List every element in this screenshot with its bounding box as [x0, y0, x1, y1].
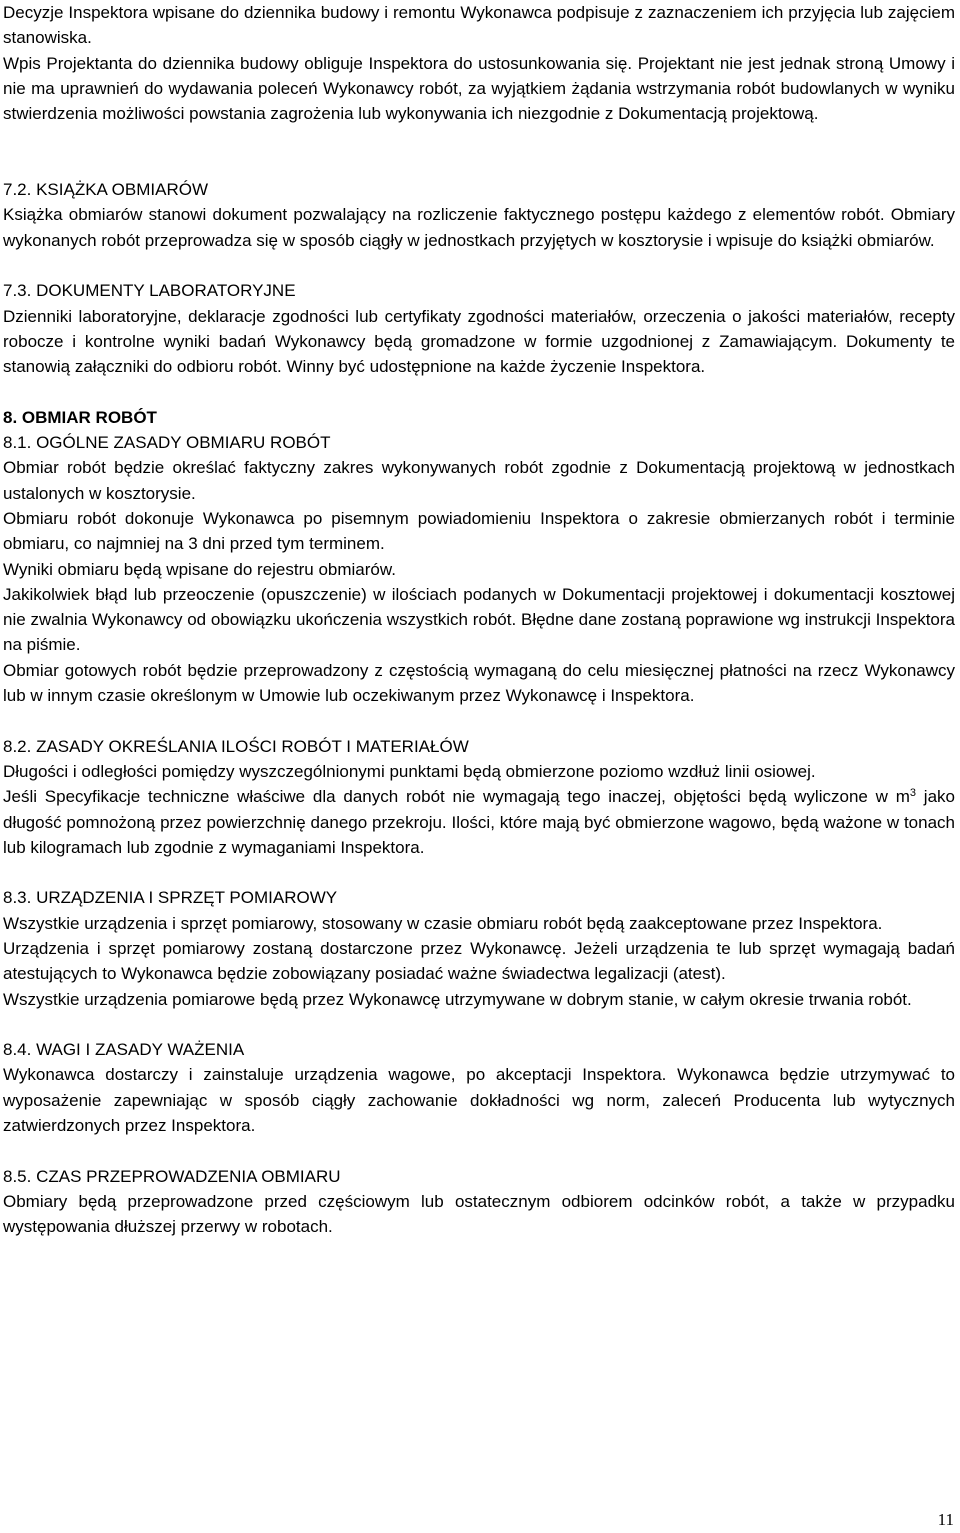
paragraph-text: Jeśli Specyfikacje techniczne właściwe dla danych robót nie wymagają tego inaczej, objętości będą wyliczone w m [3, 787, 910, 807]
section-7-2-heading: 7.2. KSIĄŻKA OBMIARÓW [3, 180, 208, 200]
section-8-3-paragraph-1: Wszystkie urządzenia i sprzęt pomiarowy, stosowany w czasie obmiaru robót będą zaakceptowane przez Inspektora. [3, 913, 883, 933]
paragraph-text: jako długość pomnożoną przez powierzchnię danego przekroju. Ilości, które mają być obmierzone wagowo, będą ważone w tonach lub kilogramach lub zgodnie z wymaganiami Inspektora. [3, 787, 955, 857]
spacer [3, 1138, 955, 1163]
document-page [3, 0, 955, 1240]
spacer [3, 379, 955, 404]
section-8-3-paragraph-2: Urządzenia i sprzęt pomiarowy zostaną dostarczone przez Wykonawcę. Jeżeli urządzenia te lub sprzęt wymagają badań atestujących to Wykonawca będzie zobowiązany posiadać ważne świadectwa legalizacji (atest). [3, 938, 955, 984]
section-8-2-heading: 8.2. ZASADY OKREŚLANIA ILOŚCI ROBÓT I MATERIAŁÓW [3, 736, 469, 756]
section-8-2-paragraph-2 [3, 784, 955, 860]
intro-paragraph-1: Decyzje Inspektora wpisane do dziennika budowy i remontu Wykonawca podpisuje z zaznaczeniem ich przyjęcia lub zajęciem stanowiska. [3, 3, 955, 48]
spacer [3, 1012, 955, 1037]
section-7-3-heading: 7.3. DOKUMENTY LABORATORYJNE [3, 281, 296, 301]
section-8-1-paragraph-3: Wyniki obmiaru będą wpisane do rejestru obmiarów. [3, 559, 396, 579]
section-8-4-paragraph-1: Wykonawca dostarczy i zainstaluje urządzenia wagowe, po akceptacji Inspektora. Wykonawca będzie utrzymywać to wyposażenie zapewniając w sposób ciągły zachowanie dokładności wg norm, zaleceń Producenta lub wytycznych zatwierdzonych przez Inspektora. [3, 1065, 955, 1136]
section-8-1-paragraph-1: Obmiar robót będzie określać faktyczny zakres wykonywanych robót zgodnie z Dokumentacją projektową w jednostkach ustalonych w kosztorysie. [3, 458, 955, 503]
intro-paragraph-2: Wpis Projektanta do dziennika budowy obliguje Inspektora do ustosunkowania się. Projektant nie jest jednak stroną Umowy i nie ma uprawnień do wydawania poleceń Wykonawcy robót, za wyjątkiem żądania wstrzymania robót budowlanych w wyniku stwierdzenia możliwości powstania zagrożenia lub wykonywania ich niezgodnie z Dokumentacją projektową. [3, 53, 955, 124]
section-8-4-heading: 8.4. WAGI I ZASADY WAŻENIA [3, 1040, 245, 1060]
spacer [3, 253, 955, 278]
section-8-3-heading: 8.3. URZĄDZENIA I SPRZĘT POMIAROWY [3, 888, 338, 908]
section-8-3-paragraph-3: Wszystkie urządzenia pomiarowe będą przez Wykonawcę utrzymywane w dobrym stanie, w całym okresie trwania robót. [3, 989, 912, 1009]
spacer [3, 126, 955, 177]
section-8-2-paragraph-1: Długości i odległości pomiędzy wyszczególnionymi punktami będą obmierzone poziomo wzdłuż linii osiowej. [3, 761, 816, 781]
spacer [3, 708, 955, 733]
section-7-3-paragraph-1: Dzienniki laboratoryjne, deklaracje zgodności lub certyfikaty zgodności materiałów, orzeczenia o jakości materiałów, recepty robocze i kontrolne wyniki badań Wykonawcy będą gromadzone w formie uzgodnionej z Zamawiającym. Dokumenty te stanowią załączniki do odbioru robót. Winny być udostępnione na każde życzenie Inspektora. [3, 306, 955, 377]
section-8-5-paragraph-1: Obmiary będą przeprowadzone przed częściowym lub ostatecznym odbiorem odcinków robót, a także w przypadku występowania dłuższej przerwy w robotach. [3, 1191, 955, 1237]
page-number: 11 [937, 1510, 954, 1529]
spacer [3, 860, 955, 885]
section-8-heading: 8. OBMIAR ROBÓT [3, 407, 157, 427]
section-8-1-paragraph-2: Obmiaru robót dokonuje Wykonawca po pisemnym powiadomieniu Inspektora o zakresie obmierzanych robót i terminie obmiaru, co najmniej na 3 dni przed tym terminem. [3, 508, 955, 554]
section-8-5-heading: 8.5. CZAS PRZEPROWADZENIA OBMIARU [3, 1166, 341, 1186]
section-8-1-paragraph-5: Obmiar gotowych robót będzie przeprowadzony z częstością wymaganą do celu miesięcznej płatności na rzecz Wykonawcy lub w innym czasie określonym w Umowie lub oczekiwanym przez Wykonawcę i Inspektora. [3, 660, 955, 706]
section-8-1-paragraph-4: Jakikolwiek błąd lub przeoczenie (opuszczenie) w ilościach podanych w Dokumentacji projektowej i dokumentacji kosztowej nie zwalnia Wykonawcy od obowiązku ukończenia wszystkich robót. Błędne dane zostaną poprawione wg instrukcji Inspektora na piśmie. [3, 584, 955, 655]
section-7-2-paragraph-1: Książka obmiarów stanowi dokument pozwalający na rozliczenie faktycznego postępu każdego z elementów robót. Obmiary wykonanych robót przeprowadza się w sposób ciągły w jednostkach przyjętych w kosztorysie i wpisuje do książki obmiarów. [3, 205, 955, 250]
superscript-exponent: 3 [909, 787, 917, 800]
section-8-1-heading: 8.1. OGÓLNE ZASADY OBMIARU ROBÓT [3, 433, 331, 453]
